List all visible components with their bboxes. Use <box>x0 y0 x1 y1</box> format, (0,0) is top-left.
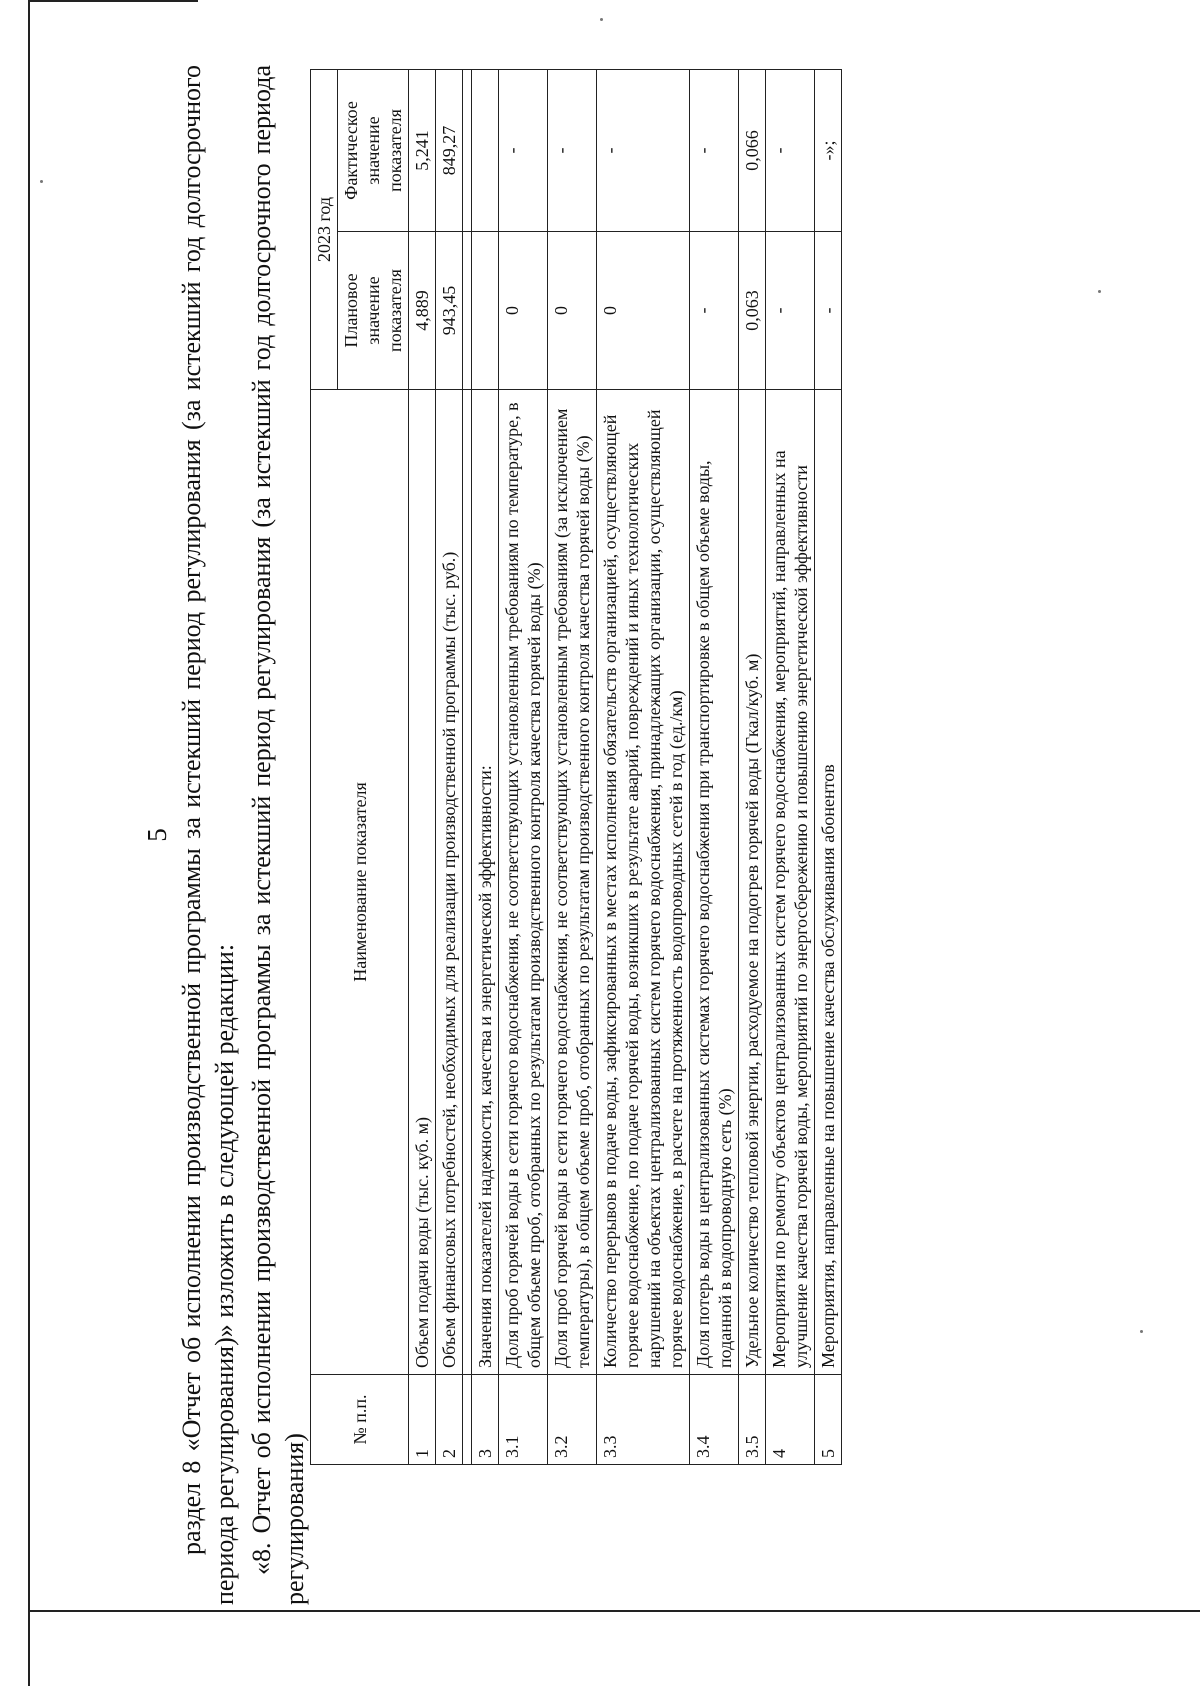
intro-paragraph-2: «8. Отчет об исполнении производственной программы за истекший период регулирования (за истекший год долгосрочного периода регулирования) <box>247 65 309 1605</box>
row-name: Объем подачи воды (тыс. куб. м) <box>409 390 436 1375</box>
row-plan: - <box>690 232 739 390</box>
row-fact <box>472 69 499 231</box>
scan-speck <box>40 180 43 183</box>
intro-text <box>175 65 315 1605</box>
page-number: 5 <box>142 828 172 842</box>
row-num: 3.1 <box>499 1375 548 1465</box>
row-name: Доля проб горячей воды в сети горячего водоснабжения, не соответствующих установленным требованиям по температуре, в общем объеме проб, отобранных по результатам производственного контроля качества горячей воды (%) <box>499 390 548 1375</box>
row-num: 3.3 <box>597 1375 690 1465</box>
table-row <box>739 69 766 1464</box>
row-plan: 0,063 <box>739 232 766 390</box>
row-name: Удельное количество тепловой энергии, расходуемое на подогрев горячей воды (Гкал/куб. м) <box>739 390 766 1375</box>
row-fact: - <box>690 69 739 231</box>
table-row <box>815 69 842 1464</box>
table-row <box>409 69 436 1464</box>
row-num: 4 <box>766 1375 815 1465</box>
row-num: 5 <box>815 1375 842 1465</box>
row-plan: 0 <box>548 232 597 390</box>
table-row <box>690 69 739 1464</box>
scan-edge-bottom <box>28 1610 1200 1612</box>
table-spacer-row <box>463 69 472 1464</box>
table-row <box>597 69 690 1464</box>
row-plan: 0 <box>499 232 548 390</box>
row-name: Объем финансовых потребностей, необходимых для реализации производственной программы (тыс. руб.) <box>436 390 463 1375</box>
row-plan: 4,889 <box>409 232 436 390</box>
row-name: Количество перерывов в подаче воды, зафиксированных в местах исполнения обязательств организацией, осуществляющей горячее водоснабжение, по подаче горячей воды, возникших в результате аварий, повреждений и иных технологических нарушений на объектах централизованных систем горячего водоснабжения, принадлежащих организации, осуществляющей горячее водоснабжение, в расчете на протяженность водопроводных сетей в год (ед./км) <box>597 390 690 1375</box>
row-plan: - <box>815 232 842 390</box>
row-fact: - <box>766 69 815 231</box>
row-num: 3 <box>472 1375 499 1465</box>
row-plan <box>472 232 499 390</box>
row-name: Доля потерь воды в централизованных системах горячего водоснабжения при транспортировке в общем объеме воды, поданной в водопроводную сеть (%) <box>690 390 739 1375</box>
header-year: 2023 год <box>311 69 338 389</box>
header-fact: Фактическое значение показателя <box>338 69 409 231</box>
row-name: Значения показателей надежности, качества и энергетической эффективности: <box>472 390 499 1375</box>
row-fact: 849,27 <box>436 69 463 231</box>
row-fact: - <box>499 69 548 231</box>
scan-edge-top <box>28 0 198 2</box>
row-plan: - <box>766 232 815 390</box>
row-num: 2 <box>436 1375 463 1465</box>
header-plan: Плановое значение показателя <box>338 232 409 390</box>
report-table <box>310 69 842 1465</box>
row-name: Мероприятия по ремонту объектов централизованных систем горячего водоснабжения, мероприятий, направленных на улучшение качества горячей воды, мероприятий по энергосбережению и повышению энергетической эффективности <box>766 390 815 1375</box>
table-row <box>499 69 548 1464</box>
row-plan: 943,45 <box>436 232 463 390</box>
row-fact: - <box>597 69 690 231</box>
row-name: Мероприятия, направленные на повышение качества обслуживания абонентов <box>815 390 842 1375</box>
header-num: № п.п. <box>311 1375 409 1465</box>
row-num: 3.5 <box>739 1375 766 1465</box>
intro-paragraph-1: раздел 8 «Отчет об исполнении производственной программы за истекший период регулирования (за истекший год долгосрочного периода регулирования)» изложить в следующей редакции: <box>177 65 239 1605</box>
row-fact: -»; <box>815 69 842 231</box>
table-row <box>766 69 815 1464</box>
row-num: 1 <box>409 1375 436 1465</box>
row-plan: 0 <box>597 232 690 390</box>
row-num: 3.4 <box>690 1375 739 1465</box>
header-name: Наименование показателя <box>311 390 409 1375</box>
table-row <box>548 69 597 1464</box>
scan-edge-left <box>28 0 30 1686</box>
row-fact: 0,066 <box>739 69 766 231</box>
row-num: 3.2 <box>548 1375 597 1465</box>
table-row <box>436 69 463 1464</box>
table-row <box>472 69 499 1464</box>
row-fact: - <box>548 69 597 231</box>
row-name: Доля проб горячей воды в сети горячего водоснабжения, не соответствующих установленным требованиям (за исключением температуры), в общем объеме проб, отобранных по результатам производственного контроля качества горячей воды (%) <box>548 390 597 1375</box>
rotated-page-content <box>130 65 1190 1605</box>
row-fact: 5,241 <box>409 69 436 231</box>
scan-speck <box>600 18 603 21</box>
